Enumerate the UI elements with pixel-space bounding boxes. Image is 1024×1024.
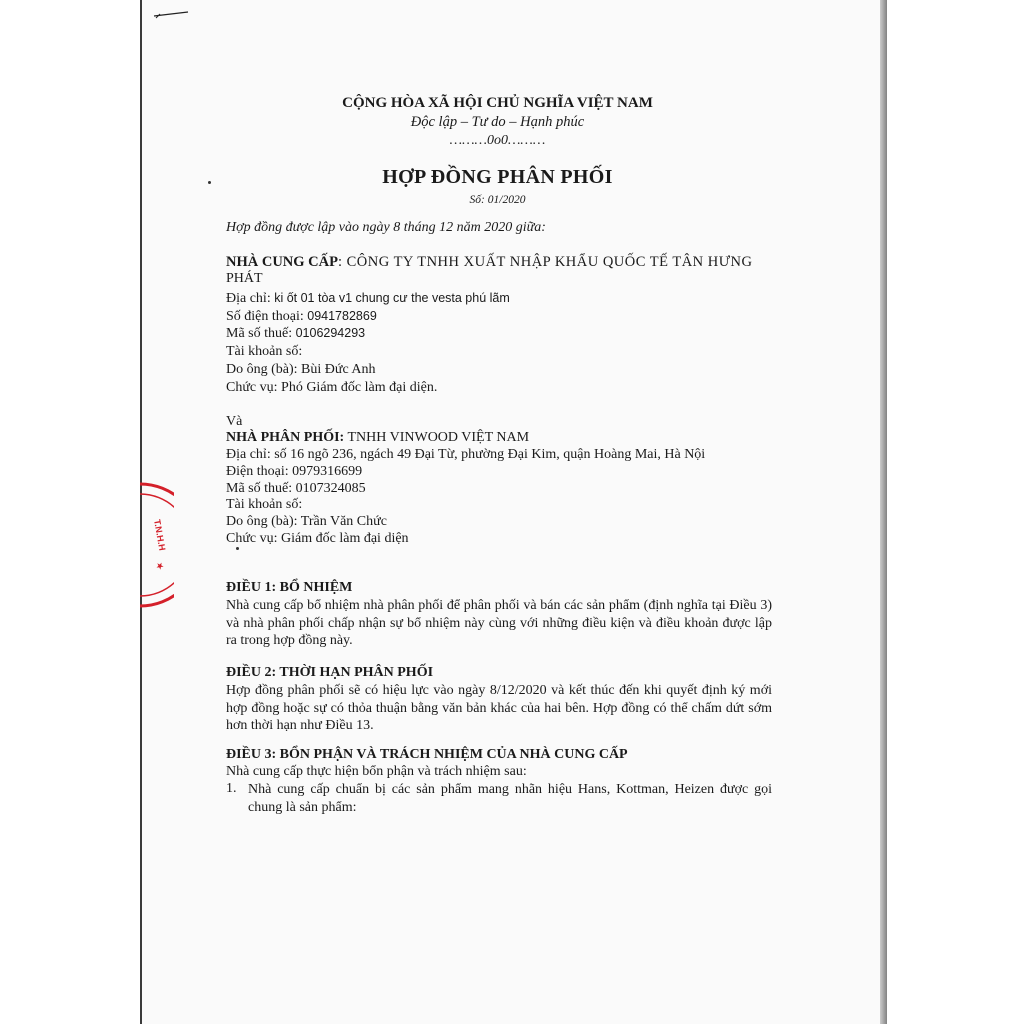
- svg-text:T.N.H.H: T.N.H.H: [152, 518, 168, 552]
- supplier-tax: [226, 325, 365, 342]
- article-1-heading: ĐIỀU 1: BỔ NHIỆM: [226, 580, 353, 595]
- distributor-position: Chức vụ: Giám đốc làm đại diện: [226, 531, 409, 546]
- article-1-body: Nhà cung cấp bổ nhiệm nhà phân phối để phân phối và bán các sản phẩm (định nghĩa tại Điều 3) và nhà phân phối chấp nhận sự bổ nhiệm này cùng với những điều kiện và điều khoản được lập ra trong hợp đồng này.: [226, 598, 772, 648]
- national-motto: Độc lập – Tư do – Hạnh phúc: [410, 114, 585, 130]
- article-3-body: Nhà cung cấp thực hiện bổn phận và trách nhiệm sau:: [226, 764, 527, 779]
- supplier-label: NHÀ CUNG CẤP: [226, 254, 338, 270]
- contract-intro: Hợp đồng được lập vào ngày 8 tháng 12 năm 2020 giữa:: [226, 220, 546, 235]
- distributor-phone: Điện thoại: 0979316699: [226, 464, 363, 479]
- scan-margin: [887, 0, 1024, 1024]
- supplier-name-line1: [226, 254, 752, 270]
- document-title: HỢP ĐỒNG PHÂN PHỐI: [382, 166, 613, 188]
- supplier-name-line2: PHÁT: [226, 271, 263, 286]
- distributor-tax: Mã số thuế: 0107324085: [226, 481, 366, 496]
- supplier-representative: Do ông (bà): Bùi Đức Anh: [226, 362, 376, 377]
- distributor-name: TNHH VINWOOD VIỆT NAM: [344, 430, 530, 445]
- article-3-heading: ĐIỀU 3: BỔN PHẬN VÀ TRÁCH NHIỆM CỦA NHÀ CUNG CẤP: [226, 747, 628, 762]
- article-2-heading: ĐIỀU 2: THỜI HẠN PHÂN PHỐI: [226, 665, 434, 680]
- list-item-number: 1.: [226, 781, 237, 796]
- supplier-address: [226, 290, 510, 307]
- supplier-phone-value: 0941782869: [303, 309, 377, 323]
- national-header: CỘNG HÒA XÃ HỘI CHỦ NGHĨA VIỆT NAM: [342, 95, 653, 111]
- supplier-phone: [226, 308, 377, 325]
- list-item-text: Nhà cung cấp chuẩn bị các sản phẩm mang nhãn hiệu Hans, Kottman, Heizen được gọi chung là sản phẩm:: [248, 782, 772, 815]
- and-word: Và: [226, 414, 243, 429]
- supplier-tax-label: Mã số thuế:: [226, 326, 293, 341]
- contract-number: Số: 01/2020: [469, 194, 526, 206]
- pen-mark: [152, 8, 192, 20]
- distributor-account: Tài khoản số:: [226, 497, 303, 512]
- header-separator: ………0o0………: [449, 133, 546, 148]
- svg-text:★: ★: [154, 561, 165, 571]
- distributor-address: Địa chỉ: số 16 ngõ 236, ngách 49 Đại Từ, phường Đại Kim, quận Hoàng Mai, Hà Nội: [226, 447, 706, 462]
- supplier-address-label: Địa chỉ:: [226, 291, 271, 306]
- article-2-body: Hợp đồng phân phối sẽ có hiệu lực vào ngày 8/12/2020 và kết thúc đến khi quyết định ký mới hợp đồng hoặc sự có thỏa thuận bằng văn bản khác của hai bên. Hợp đồng có thể chấm dứt sớm hơn thời hạn như Điều 13.: [226, 683, 772, 733]
- supplier-address-value: ki ốt 01 tòa v1 chung cư the vesta phú lãm: [270, 291, 510, 305]
- distributor-name-line: [226, 430, 529, 446]
- distributor-label: NHÀ PHÂN PHỐI:: [226, 430, 345, 445]
- company-seal-stamp: [96, 480, 174, 610]
- supplier-position: Chức vụ: Phó Giám đốc làm đại diện.: [226, 380, 438, 395]
- speck: [236, 547, 239, 550]
- distributor-representative: Do ông (bà): Trần Văn Chức: [226, 514, 387, 529]
- supplier-account: Tài khoản số:: [226, 344, 303, 359]
- supplier-tax-value: 0106294293: [292, 326, 366, 340]
- supplier-phone-label: Số điện thoại:: [226, 309, 304, 324]
- supplier-name: : CÔNG TY TNHH XUẤT NHẬP KHẨU QUỐC TẾ TÂN HƯNG: [337, 254, 753, 270]
